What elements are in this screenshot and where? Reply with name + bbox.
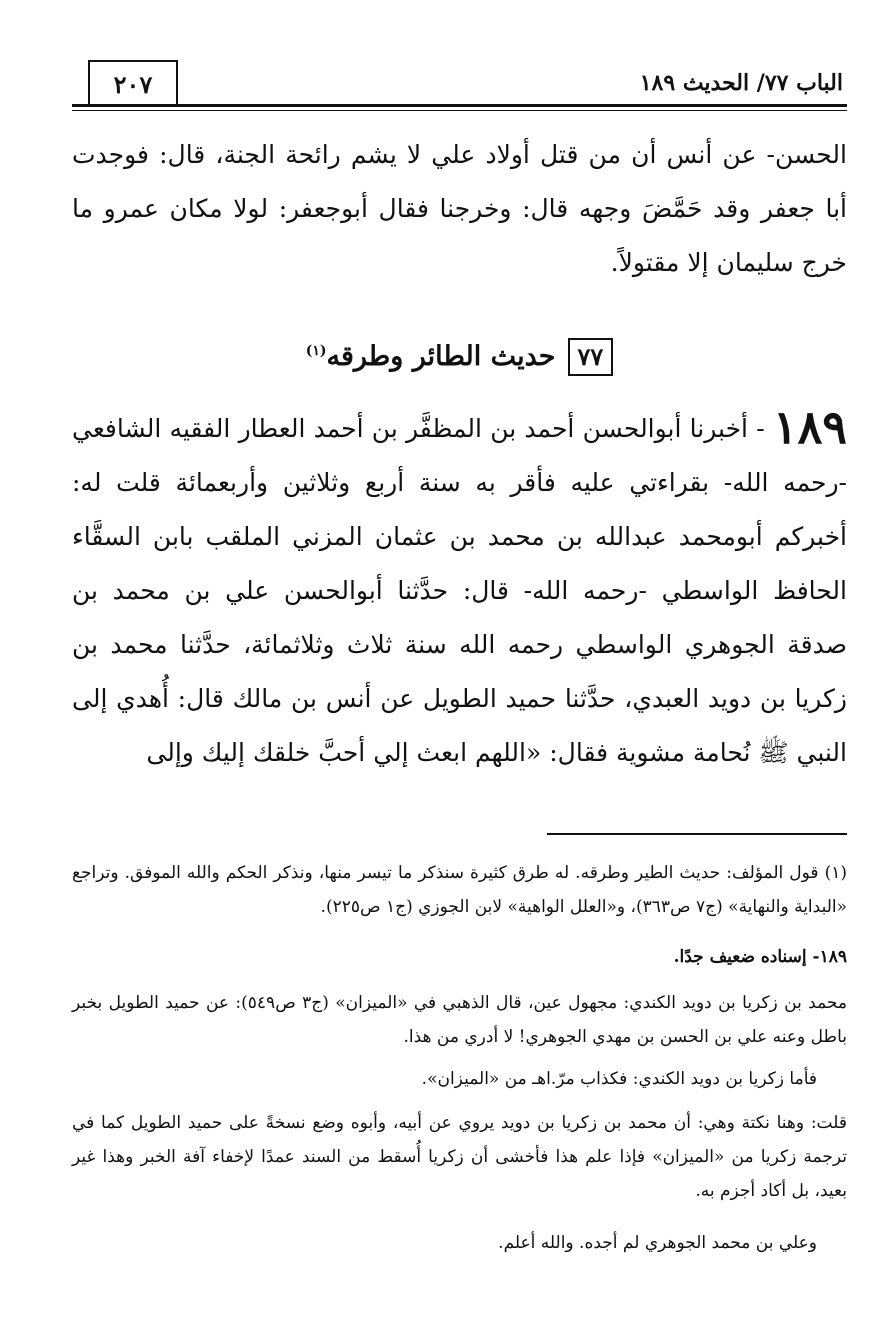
section-heading <box>72 338 847 376</box>
hadith-number: ١٨٩ <box>772 400 847 454</box>
header-rule-thin <box>72 110 847 111</box>
hadith-text: - أخبرنا أبوالحسن أحمد بن المظفَّر بن أحمد العطار الفقيه الشافعي -رحمه الله- بقراءتي عليه فأقر به سنة أربع وثلاثين وأربعمائة قلت له: أخبركم أبومحمد عبدالله بن محمد بن عثمان المزني الملقب بابن السقَّاء الحافظ الواسطي -رحمه الله- قال: حدَّثنا أبوالحسن علي بن محمد بن صدقة الجوهري الواسطي رحمه الله سنة ثلاث وثلاثمائة، حدَّثنا محمد بن زكريا بن دويد العبدي، حدَّثنا حميد الطويل عن أنس بن مالك قال: أُهدي إلى النبي ﷺ نُحامة مشوية فقال: «اللهم ابعث إلي أحبَّ خلقك إليك وإلى <box>72 414 847 767</box>
footnote-closing: وعلي بن محمد الجوهري لم أجده. والله أعلم. <box>498 1233 817 1253</box>
section-footnote-marker: (١) <box>305 343 327 359</box>
header-rule-thick <box>72 104 847 107</box>
footnote-zakariya-note: فأما زكريا بن دويد الكندي: فكذاب مرّ.اهـ من «الميزان». <box>421 1069 817 1089</box>
page-number: ٢٠٧ <box>88 60 178 106</box>
section-title: حديث الطائر وطرقه <box>326 341 556 372</box>
footnote-rule <box>547 833 847 835</box>
running-title: الباب ٧٧/ الحديث ١٨٩ <box>639 70 843 96</box>
paragraph-top: الحسن- عن أنس أن من قتل أولاد علي لا يشم رائحة الجنة، قال: فوجدت أبا جعفر وقد حَمَّضَ وجهه قال: وخرجنا فقال أبوجعفر: لولا مكان عمرو ما خرج سليمان إلا مقتولاً. <box>72 140 847 277</box>
footnote-grade: ١٨٩- إسناده ضعيف جدًا. <box>673 947 847 967</box>
footnote-1: (١) قول المؤلف: حديث الطير وطرقه. له طرق كثيرة سنذكر ما تيسر منها، ونذكر الحكم والله الموفق. وتراجع «البداية والنهاية» (ج٧ ص٣٦٣)، و«العلل الواهية» لابن الجوزي (ج١ ص٢٢٥). <box>72 863 847 917</box>
hadith-paragraph <box>72 400 847 780</box>
footnote-narrator-note: محمد بن زكريا بن دويد الكندي: مجهول عين، قال الذهبي في «الميزان» (ج٣ ص٥٤٩): عن حميد الطويل بخبر باطل وعنه علي بن الحسن بن مهدي الجوهري! لا أدري من هذا. <box>72 993 848 1047</box>
footnote-observation: قلت: وهنا نكتة وهي: أن محمد بن زكريا بن دويد يروي عن أبيه، وأبوه وضع نسخةً على حميد الطويل كما في ترجمة زكريا من «الميزان» فإذا علم هذا فأخشى أن زكريا أُسقط من السند عمدًا لإخفاء آفة الخبر وهذا غير بعيد، بل أكاد أجزم به. <box>72 1113 847 1201</box>
section-number-box: ٧٧ <box>568 338 614 376</box>
